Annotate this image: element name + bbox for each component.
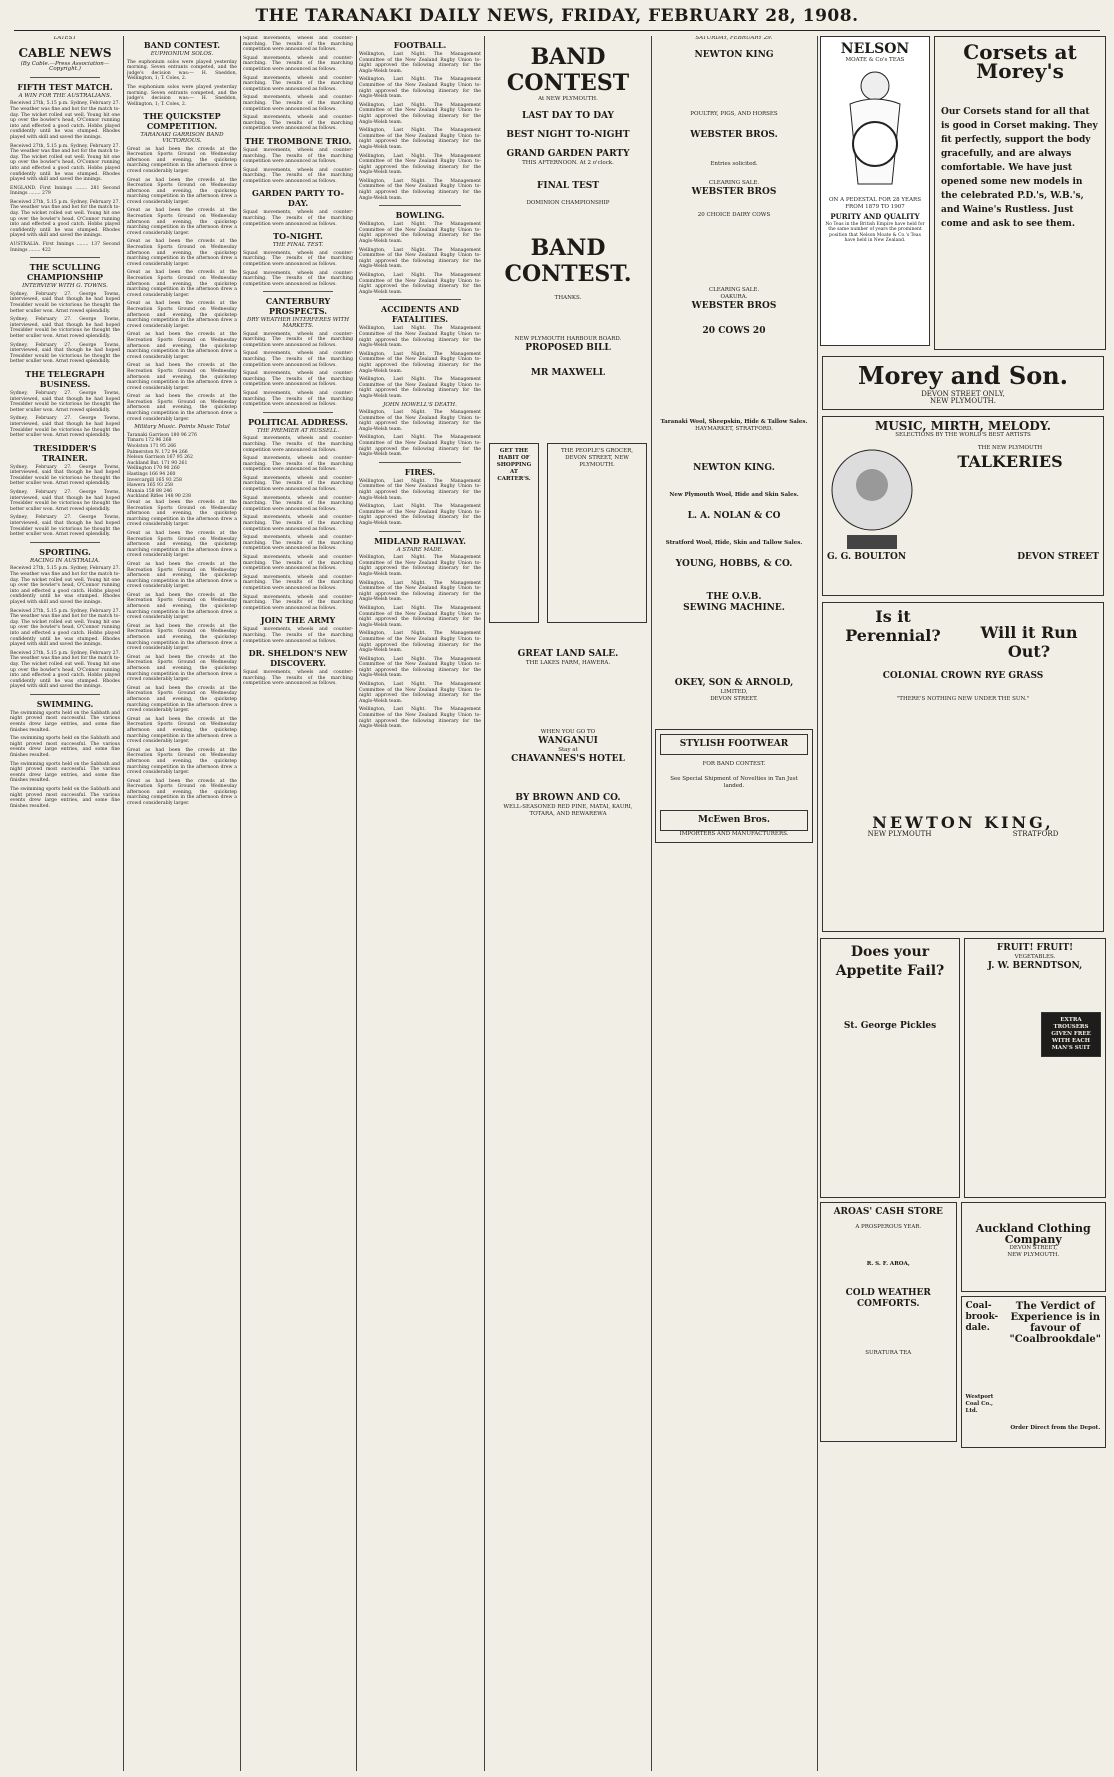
ad-title: COLONIAL CROWN RYE GRASS [882,671,1044,681]
ad-text: CLEARING SALE. [708,179,760,186]
ad-title: Coal-brook-dale. [965,1301,999,1333]
article-text: Wellington, Last Night. The Management Committee of the New Zealand Rugby Union to-night approved the following itinerary for the Anglo-Welsh team. [359,102,481,125]
article-text: Squad movements, wheels and counter-marching. The results of the marching competition were announced as follows. [243,574,353,591]
article-text: Great as had been the crowds at the Recreation Sports Ground on Wednesday afternoon and evening, the quickstep marching competition in the afternoon drew a crowd considerably larger. [127,685,237,714]
article-text: Squad movements, wheels and counter-marching. The results of the marching competition were announced as follows. [243,115,353,132]
table-row: Wellington 170 90 260 [127,466,180,472]
ad-text: CLEARING SALE. [708,286,760,293]
ad-text: MOATE & Co's TEAS [845,57,905,63]
article-text: Sydney, February 27. George Towns, interviewed, said that though he had hoped Tresidder would be victorious he thought the better sculler won. Arnst rowed splendidly. [10,317,120,339]
ad-title: GREAT LAND SALE. [517,649,619,659]
ad-text: A PROSPEROUS YEAR. [855,1224,922,1230]
ad-title: SEWING MACHINE. [683,602,785,613]
timber-ad [489,789,647,822]
ad-title: WEBSTER BROS [691,300,777,311]
article-text: Great as had been the crowds at the Recreation Sports Ground on Wednesday afternoon and evening, the quickstep marching competition in the afternoon drew a crowd considerably larger. [127,592,237,621]
chavannes-hotel-ad [489,725,647,769]
coal-main [1010,1301,1101,1443]
talkeries-footer [827,552,1099,562]
article-text: Squad movements, wheels and counter-marching. The results of the marching competition were announced as follows. [243,270,353,287]
ad-text: Our Corsets stand for all that is good in Corset making. They fit perfectly, support the body gracefully, and are always comfortable. We have just opened some new models in the celebrated P.D.'s, W.B.'s, and Waine's Rustless. Just come and ask to see them. [941,107,1098,229]
ad-text: New Plymouth Wool, Hide and Skin Sales. [669,491,799,498]
test-match-subhead: A WIN FOR THE AUSTRALIANS. [18,92,112,99]
ad-title: NEWTON KING [694,49,774,60]
article-text: Squad movements, wheels and counter-marching. The results of the marching competition were announced as follows. [243,535,353,552]
sculling-heading: THE SCULLING CHAMPIONSHIP [26,262,104,283]
carters-ad-row [487,439,649,627]
quickstep-subhead: TARANAKI GARRISON BAND VICTORIOUS. [140,132,224,144]
article-text: Sydney, February 27. George Towns, interviewed, said that though he had hoped Tresidder would be victorious he thought the better sculler won. Arnst rowed splendidly. [10,490,120,512]
article-text: The swimming sports held on the Sabbath and night proved most successful. The various events drew large entries, and some fine finishes resulted. [10,787,120,809]
article-text: Wellington, Last Night. The Management Committee of the New Zealand Rugby Union to-night approved the following itinerary for the Anglo-Welsh team. [359,222,481,245]
aroa-cash-store-ad [820,1202,957,1442]
ad-title: Auckland Clothing Company [975,1222,1091,1246]
ad-text: 20 CHOICE DAIRY COWS [697,211,771,218]
column-rule [484,36,485,1771]
article-text: Wellington, Last Night. The Management Committee of the New Zealand Rugby Union to-night approved the following itinerary for the Anglo-Welsh team. [359,410,481,432]
ad-title: Is it Perennial? [845,607,941,645]
article-text: Great as had been the crowds at the Recreation Sports Ground on Wednesday afternoon and evening, the quickstep marching competition in the afternoon drew a crowd considerably larger. [127,239,237,267]
sculling-subhead: INTERVIEW WITH G. TOWNS. [22,283,108,290]
column-ads-7 [820,36,1106,1771]
divider [379,531,461,532]
article-text: Great as had been the crowds at the Recreation Sports Ground on Wednesday afternoon and evening, the quickstep marching competition in the afternoon drew a crowd considerably larger. [127,363,237,391]
ad-title: MUSIC, MIRTH, MELODY. [875,419,1051,433]
article-text: Squad movements, wheels and counter-marching. The results of the marching competition were announced as follows. [243,95,353,112]
article-text: Squad movements, wheels and counter-marching. The results of the marching competition were announced as follows. [243,210,353,227]
article-text: Wellington, Last Night. The Management Committee of the New Zealand Rugby Union to-night approved the following itinerary for the Anglo-Welsh team. [359,478,481,501]
article-text: Squad movements, wheels and counter-marching. The results of the marching competition were announced as follows. [243,371,353,388]
carters-ad [489,443,539,623]
results-table-head: Military Music. Points Music Total [134,424,230,431]
lower-right-ads [961,1202,1106,1448]
quickstep-heading: THE QUICKSTEP COMPETITION. [143,111,221,132]
oakura-clearing-sale-ad [655,283,813,341]
ad-text: DEVON STREET, [1009,1245,1058,1251]
join-army-heading: JOIN THE ARMY [260,615,336,626]
ad-text: THIS AFTERNOON. At 2 o'clock. [522,160,614,166]
article-text: Wellington, Last Night. The Management Committee of the New Zealand Rugby Union to-night approved the following itinerary for the Anglo-Welsh team. [359,326,481,349]
column-news-4 [359,36,481,1771]
political-subhead: THE PREMIER AT RUSSELL. [256,427,340,434]
canterbury-heading: CANTERBURY PROSPECTS. [265,296,331,317]
article-text: Great as had been the crowds at the Recreation Sports Ground on Wednesday afternoon and evening, the quickstep marching competition in the afternoon drew a crowd considerably larger. [127,499,237,528]
ad-text: Stratford Wool, Hide, Skin and Tallow Sales. [665,539,803,546]
article-text: Squad movements, wheels and counter-marching. The results of the marching competition were announced as follows. [243,475,353,493]
article-text: Squad movements, wheels and counter-marching. The results of the marching competition were announced as follows. [243,75,353,92]
article-text: Sydney, February 27. George Towns, interviewed, said that though he had hoped Tresidder would be victorious he thought the better sculler won. Arnst rowed splendidly. [10,515,120,538]
telegraph-heading: THE TELEGRAPH BUSINESS. [25,368,105,389]
middle-ad-row [820,938,1106,1198]
ad-text: Stay at [558,747,578,753]
ad-text: ON A PEDESTAL FOR 28 YEARS FROM 1879 TO 1907 [829,196,921,210]
ad-title: The Verdict of Experience is in favour of "Coalbrookdale" [1009,1301,1102,1345]
divider [379,205,461,206]
garden-party-heading: GARDEN PARTY TO-DAY. [252,188,344,209]
table-row: Auckland Rifles 148 90 238 [127,494,192,500]
ad-text: PURITY AND QUALITY [830,211,920,221]
ad-title: THE O.V.B. [706,591,762,602]
table-row: Invercargill 165 93 258 [127,477,182,483]
okey-son-arnold-ad [655,674,813,707]
table-row: Hawera 165 93 258 [127,483,174,489]
sporting-subhead: RACING IN AUSTRALIA. [30,557,100,564]
table-row: Taranaki Garrison 180 96 276 [127,432,197,438]
ad-text: BEST NIGHT TO-NIGHT [506,130,630,140]
credit: (By Cable.—Press Association—Copyright.) [20,60,110,73]
ad-text: THE PEOPLE'S GROCER, DEVON STREET, NEW PLYMOUTH. [560,448,633,468]
divider [263,412,333,413]
article-text: Great as had been the crowds at the Recreation Sports Ground on Wednesday afternoon and evening, the quickstep marching competition in the afternoon drew a crowd considerably larger. [127,623,237,652]
ad-title: TALKERIES [957,452,1063,471]
ad-title: Corsets at Morey's [963,40,1077,83]
ad-title: J. W. BERNDTSON, [987,961,1083,971]
ad-title: NEWTON KING. [693,462,775,473]
ad-title: CONTEST. [504,261,632,287]
article-text: Sydney, February 27. George Towns, interviewed, said that though he had hoped Tresidder would be victorious he thought the better sculler won. Arnst rowed splendidly. [10,464,120,487]
article-text: Great as had been the crowds at the Recreation Sports Ground on Wednesday afternoon and evening, the quickstep marching competition in the afternoon drew a crowd considerably larger. [127,177,237,205]
article-text: Wellington, Last Night. The Management Committee of the New Zealand Rugby Union to-night approved the following itinerary for the Anglo-Welsh team. [359,247,481,270]
peoples-grocer-ad [547,443,647,623]
table-row: Timaru 172 96 268 [127,438,172,444]
coalbrookdale-ad [961,1296,1106,1448]
article-text: Squad movements, wheels and counter-marching. The results of the marching competition were announced as follows. [243,456,353,473]
ad-text: DEVON STREET ONLY, [921,390,1005,398]
band-contest-thanks-ad [489,231,647,306]
column-rule [123,36,124,1771]
ad-text: No Teas in the British Empire have held for the same number of years the prominent position that Nelson Moate & Co.'s Teas have held in New Zealand. [825,221,925,244]
article-text: Received 27th, 5.15 p.m. Sydney, February 27. The weather was fine and hot for the match to-day. The wicket rolled out well. Young hit one up over the bowler's head, O'Connor running into and effected a good catch. Hobbs played confidently until he was stumped. Rhodes played with skill and saved the innings. [10,199,120,239]
divider [30,694,100,695]
column-rule [356,36,357,1771]
article-text: The swimming sports held on the Sabbath and night proved most successful. The various events drew large entries, and some fine finishes resulted. [10,710,120,733]
corsets-ad [934,36,1106,350]
cable-news-heading: CABLE NEWS [18,45,112,60]
article-text: The swimming sports held on the Sabbath and night proved most successful. The various events drew large entries, and some fine finishes resulted. [10,761,120,784]
trainer-heading: TRESIDDER'S TRAINER. [33,442,97,463]
berndtson-ad [964,938,1106,1198]
article-text: Sydney, February 27. George Towns, interviewed, said that though he had hoped Tresidder would be victorious he thought the better sculler won. Arnst rowed splendidly. [10,342,120,365]
article-text: Great as had been the crowds at the Recreation Sports Ground on Wednesday afternoon and evening, the quickstep marching competition in the afternoon drew a crowd considerably larger. [127,654,237,683]
ad-text: GET THE HABIT OF SHOPPING AT CARTER'S. [496,448,532,482]
article-text: Received 27th, 5.15 p.m. Sydney, February 27. The weather was fine and hot for the match to-day. The wicket rolled out well. Young hit one up over the bowler's head, O'Connor running into and effected a good catch. Hobbs played confidently until he was stumped. Rhodes played with skill and saved the innings. [10,650,120,690]
column-band-contest [127,36,237,1771]
divider [30,77,100,78]
article-text: Wellington, Last Night. The Management Committee of the New Zealand Rugby Union to-night approved the following itinerary for the Anglo-Welsh team. [359,435,481,458]
talkeries-ad [822,416,1104,596]
table-row: Hastings 166 94 260 [127,472,176,477]
article-text: Wellington, Last Night. The Management Committee of the New Zealand Rugby Union to-night approved the following itinerary for the Anglo-Welsh team. [359,52,481,74]
newton-king-sale-ad [655,46,813,122]
article-text: Great as had been the crowds at the Recreation Sports Ground on Wednesday afternoon and evening, the quickstep marching competition in the afternoon drew a crowd considerably larger. [127,716,237,745]
ad-text: POULTRY, PIGS, AND HORSES [690,110,778,117]
ad-text: OAKURA. [720,293,748,300]
ad-text: SURATURA TEA [865,1350,912,1356]
tonight-heading: TO-NIGHT. [273,231,323,242]
ad-text: STRATFORD [1012,830,1059,838]
final-test-subhead: THE FINAL TEST. [272,242,324,249]
ad-text: WHEN YOU GO TO [540,729,596,735]
ad-text: FOR BAND CONTEST. [702,760,766,767]
ad-title: CHAVANNES'S HOTEL [511,754,625,764]
article-text: Wellington, Last Night. The Management Committee of the New Zealand Rugby Union to-night approved the following itinerary for the Anglo-Welsh team. [359,128,481,150]
article-text: Great as had been the crowds at the Recreation Sports Ground on Wednesday afternoon and evening, the quickstep marching competition in the afternoon drew a crowd considerably larger. [127,747,237,776]
article-text: Sydney, February 27. George Towns, interviewed, said that though he had hoped Tresidder would be victorious he thought the better sculler won. Arnst rowed splendidly. [10,416,120,439]
accidents-heading: ACCIDENTS AND FATALITIES. [380,304,459,325]
article-text: Wellington, Last Night. The Management Committee of the New Zealand Rugby Union to-night approved the following itinerary for the Anglo-Welsh team. [359,605,481,628]
article-text: Squad movements, wheels and counter-marching. The results of the marching competition were announced as follows. [243,147,353,165]
sheldon-heading: DR. SHELDON'S NEW DISCOVERY. [248,648,348,669]
swimming-heading: SWIMMING. [36,698,94,709]
article-text: Squad movements, wheels and counter-marching. The results of the marching competition were announced as follows. [243,36,353,53]
land-sale-ad [489,645,647,671]
article-text: Squad movements, wheels and counter-marching. The results of the marching competition were announced as follows. [243,594,353,611]
ad-title: Does your Appetite Fail? [835,944,945,979]
divider [30,257,100,258]
article-text: Great as had been the crowds at the Recreation Sports Ground on Wednesday afternoon and evening, the quickstep marching competition in the afternoon drew a crowd considerably larger. [127,301,237,329]
political-heading: POLITICAL ADDRESS. [248,416,348,427]
ad-text: At NEW PLYMOUTH. [538,96,598,102]
table-row: Auckland Bat. 171 90 261 [127,460,188,466]
divider [30,542,100,543]
ad-text: THANKS. [554,295,582,301]
mcewen-footwear-ad [655,729,813,843]
ad-title: FRUIT! FRUIT! [996,943,1074,953]
article-text: Wellington, Last Night. The Management Committee of the New Zealand Rugby Union to-night approved the following itinerary for the Anglo-Welsh team. [359,77,481,100]
rye-grass-ad [822,602,1104,932]
article-text: Squad movements, wheels and counter-marching. The results of the marching competition were announced as follows. [243,390,353,408]
ad-title: CONTEST [506,70,630,96]
ad-title: BAND [530,44,606,70]
ad-text: DEVON STREET. [710,695,758,702]
article-text: Wellington, Last Night. The Management Committee of the New Zealand Rugby Union to-night approved the following itinerary for the Anglo-Welsh team. [359,707,481,730]
ad-text: EXTRA TROUSERS GIVEN FREE WITH EACH MAN'S SUIT [1051,1017,1091,1051]
ad-title: WANGANUI [538,736,598,746]
article-text: Wellington, Last Night. The Management Committee of the New Zealand Rugby Union to-night approved the following itinerary for the Anglo-Welsh team. [359,273,481,295]
edison-phonograph-icon [827,445,917,555]
wool-sales-ad [655,415,813,478]
ad-text: LIMITED, [720,688,748,695]
article-text: Wellington, Last Night. The Management Committee of the New Zealand Rugby Union to-night approved the following itinerary for the Anglo-Welsh team. [359,504,481,526]
ad-title: NELSON [840,41,910,57]
table-row: Manaia 158 88 246 [127,488,173,494]
article-text: Squad movements, wheels and counter-marching. The results of the marching competition were announced as follows. [243,55,353,72]
grass-headline [827,607,1099,661]
euphonium-subhead: EUPHONIUM SOLOS. [150,51,214,57]
column-rule [240,36,241,1771]
harbour-board-ad [489,332,647,383]
talkeries-body [827,445,1099,555]
bowling-heading: BOWLING. [395,210,445,221]
ad-title: Will it Run Out? [980,623,1078,661]
article-text: Wellington, Last Night. The Management Committee of the New Zealand Rugby Union to-night approved the following itinerary for the Anglo-Welsh team. [359,656,481,679]
ad-title: McEwen Bros. [660,810,808,831]
ad-title: BY BROWN AND CO. [515,793,621,803]
article-text: Wellington, Last Night. The Management Committee of the New Zealand Rugby Union to-night approved the following itinerary for the Anglo-Welsh team. [359,555,481,577]
band-contest-heading: BAND CONTEST. [143,40,221,50]
article-text: Wellington, Last Night. The Management Committee of the New Zealand Rugby Union to-night approved the following itinerary for the Anglo-Welsh team. [359,377,481,399]
table-row: Woolston 171 95 266 [127,444,177,450]
midland-subhead: A STARE MADE. [396,546,444,553]
article-text: Received 27th, 5.15 p.m. Sydney, February 27. The weather was fine and hot for the match to-day. The wicket rolled out well. Young hit one up over the bowler's head, O'Connor running into and effected a good catch. Hobbs played confidently until he was stumped. Rhodes played with skill and saved the innings. [10,101,120,140]
article-text: Great as had been the crowds at the Recreation Sports Ground on Wednesday afternoon and evening, the quickstep marching competition in the afternoon drew a crowd considerably larger. [127,332,237,360]
ad-title: St. George Pickles [843,1021,937,1031]
ad-title: WEBSTER BROS. [690,129,778,140]
ad-text: Order Direct from the Depot. [1010,1425,1101,1431]
column-ads-5 [487,36,649,1771]
ad-text: SELECTIONS BY THE WORLD'S BEST ARTISTS [895,432,1031,438]
fires-heading: FIRES. [404,466,436,477]
masthead-rule [14,30,1100,31]
article-text: Squad movements, wheels and counter-marching. The results of the marching competition were announced as follows. [243,250,353,268]
ad-title: YOUNG, HOBBS, & CO. [675,558,793,569]
ad-text: G. G. BOULTON [827,552,907,562]
ad-text: NEW PLYMOUTH [867,830,932,838]
football-heading: FOOTBALL. [393,40,447,50]
table-row: Nelson Garrison 167 95 262 [127,455,193,461]
test-match-heading: FIFTH TEST MATCH. [17,81,113,92]
stratford-wool-ad [655,536,813,574]
article-text: Squad movements, wheels and counter-marching. The results of the marching competition were announced as follows. [243,436,353,453]
ad-title: Morey and Son. [857,361,1069,390]
article-text: Received 27th, 5.15 p.m. Sydney, February 27. The weather was fine and hot for the match to-day. The wicket rolled out well. Young hit one up over the bowler's head, O'Connor running into and effected a good catch. Hobbs played confidently until he was stumped. Rhodes played with skill and saved the innings. [10,143,120,183]
ad-text: Westport Coal Co., Ltd. [965,1394,994,1414]
article-text: Squad movements, wheels and counter-marching. The results of the marching competition were announced as follows. [243,555,353,572]
article-text: The euphonium solos were played yesterday morning. Seven entrants competed, and the judge's decision was:— H. Sneddon, Wellington, 1; T. Coles, 2. [127,84,237,107]
article-text: Wellington, Last Night. The Management Committee of the New Zealand Rugby Union to-night approved the following itinerary for the Anglo-Welsh team. [359,351,481,374]
column-news-3 [243,36,353,1771]
divider [263,291,333,292]
score-australia: AUSTRALIA. First Innings ........ 137 Second Innings ........ 422 [10,242,120,253]
ad-text: "THERE'S NOTHING NEW UNDER THE SUN." [896,696,1030,702]
trombone-heading: THE TROMBONE TRIO. [244,135,352,146]
article-text: Great as had been the crowds at the Recreation Sports Ground on Wednesday afternoon and evening, the quickstep marching competition in the afternoon drew a crowd considerably larger. [127,146,237,174]
ad-title: NEWTON KING, [872,813,1054,832]
nelson-moate-teas-ad [820,36,930,346]
article-text: Squad movements, wheels and counter-marching. The results of the marching competition were announced as follows. [243,331,353,348]
ad-text: Taranaki Wool, Sheepskin, Hide & Tallow Sales. [660,418,808,425]
kicker: LATEST [53,36,77,41]
trousers-badge [1041,1012,1101,1057]
ad-text: THE NEW PLYMOUTH [977,445,1043,451]
ad-title: L. A. NOLAN & CO [687,510,781,521]
ad-text: WELL-SEASONED RED PINE, MATAI, KAURI, TOTARA, AND REWAREWA [503,804,633,817]
ad-text: FINAL TEST [536,181,600,191]
nk-locations [827,832,1099,838]
howell-subhead: JOHN HOWELL'S DEATH. [383,401,457,408]
ad-text: DEVON STREET [1017,552,1099,562]
results-table [127,433,237,500]
masthead: THE TARANAKI DAILY NEWS, FRIDAY, FEBRUARY 28, 1908. [255,6,859,26]
article-text: Great as had been the crowds at the Recreation Sports Ground on Wednesday afternoon and evening, the quickstep marching competition in the afternoon drew a crowd considerably larger. [127,270,237,298]
article-text: Squad movements, wheels and counter-marching. The results of the marching competition were announced as follows. [243,627,353,644]
sporting-heading: SPORTING. [39,546,91,557]
ad-title: PROPOSED BILL [525,343,611,353]
article-text: Great as had been the crowds at the Recreation Sports Ground on Wednesday afternoon and evening, the quickstep marching competition in the afternoon drew a crowd considerably larger. [127,561,237,590]
article-text: Great as had been the crowds at the Recreation Sports Ground on Wednesday afternoon and evening, the quickstep marching competition in the afternoon drew a crowd considerably larger. [127,778,237,807]
article-text: Wellington, Last Night. The Management Committee of the New Zealand Rugby Union to-night approved the following itinerary for the Anglo-Welsh team. [359,631,481,654]
ad-title: COLD WEATHER COMFORTS. [845,1288,931,1309]
ad-text: DOMINION CHAMPIONSHIP [526,200,610,206]
column-ads-6 [653,36,815,1771]
ad-text: HAYMARKET, STRATFORD. [695,425,773,432]
sewing-machine-ad [655,588,813,618]
article-text: Squad movements, wheels and counter-marching. The results of the marching competition were announced as follows. [243,515,353,532]
divider [379,299,461,300]
article-text: Wellington, Last Night. The Management Committee of the New Zealand Rugby Union to-night approved the following itinerary for the Anglo-Welsh team. [359,682,481,704]
column-cable-news [10,36,120,1771]
article-text: Sydney, February 27. George Towns, interviewed, said that though he had hoped Tresidder would be victorious he thought the better sculler won. Arnst rowed splendidly. [10,291,120,314]
ad-title: MR MAXWELL [530,368,606,378]
article-text: Received 27th, 5.15 p.m. Sydney, February 27. The weather was fine and hot for the match to-day. The wicket rolled out well. Young hit one up over the bowler's head, O'Connor running into and effected a good catch. Hobbs played confidently until he was stumped. Rhodes played with skill and saved the innings. [10,608,120,648]
ad-text: VEGETABLES. [1014,954,1056,960]
column-rule [651,36,652,1771]
pickles-ad [820,938,960,1198]
article-text: Wellington, Last Night. The Management Committee of the New Zealand Rugby Union to-night approved the following itinerary for the Anglo-Welsh team. [359,580,481,603]
column-rule [817,36,818,1771]
article-text: Squad movements, wheels and counter-marching. The results of the marching competition were announced as follows. [243,167,353,184]
article-text: Squad movements, wheels and counter-marching. The results of the marching competition were announced as follows. [243,670,353,687]
ad-text: Entries solicited. [710,160,758,167]
score-england: ENGLAND. First Innings ........ 281 Second Innings ........ 279 [10,185,120,197]
band-contest-ad [489,40,647,211]
woman-illustration-icon [830,64,920,194]
coal-side [966,1301,1006,1443]
ad-title: OKEY, SON & ARNOLD, [674,677,794,688]
ad-title: AROAS' CASH STORE [833,1207,943,1217]
top-ad-row [820,36,1106,350]
canterbury-subhead: DRY WEATHER INTERFERES WITH MARKETS. [246,317,350,329]
webster-bros-ad [655,126,813,172]
article-text: Great as had been the crowds at the Recreation Sports Ground on Wednesday afternoon and evening, the quickstep marching competition in the afternoon drew a crowd considerably larger. [127,394,237,422]
ad-text: R. S. F. AROA, [866,1261,910,1267]
article-text: Great as had been the crowds at the Recreation Sports Ground on Wednesday afternoon and evening, the quickstep marching competition in the afternoon drew a crowd considerably larger. [127,208,237,236]
ad-text: THE LAKES FARM, HAWERA. [525,660,611,666]
article-text: Wellington, Last Night. The Management Committee of the New Zealand Rugby Union to-night approved the following itinerary for the Anglo-Welsh team. [359,153,481,176]
article-text: Great as had been the crowds at the Recreation Sports Ground on Wednesday afternoon and evening, the quickstep marching competition in the afternoon drew a crowd considerably larger. [127,530,237,559]
ad-text: NEW PLYMOUTH. [930,397,996,405]
article-text: The euphonium solos were played yesterday morning. Seven entrants competed, and the judge's decision was:— H. Sneddon, Wellington, 1; T. Coles, 2. [127,59,237,82]
ad-text: See Special Shipment of Novelties in Tan Just landed. [670,775,798,789]
ad-title: BAND [530,235,606,261]
article-text: Squad movements, wheels and counter-marching. The results of the marching competition were announced as follows. [243,351,353,368]
divider [379,462,461,463]
article-text: Received 27th, 5.15 p.m. Sydney, February 27. The weather was fine and hot for the match to-day. The wicket rolled out well. Young hit one up over the bowler's head, O'Connor running into and effected a good catch. Hobbs played confidently until he was stumped. Rhodes played with skill and saved the innings. [10,566,120,605]
article-text: Wellington, Last Night. The Management Committee of the New Zealand Rugby Union to-night approved the following itinerary for the Anglo-Welsh team. [359,178,481,201]
talkeries-text [921,445,1099,555]
ad-text: NEW PLYMOUTH. [1007,1252,1060,1258]
article-text: Sydney, February 27. George Towns, interviewed, said that though he had hoped Tresidder would be victorious he thought the better sculler won. Arnst rowed splendidly. [10,390,120,413]
table-row: Palmerston N. 172 94 266 [127,449,188,455]
ad-title: 20 COWS 20 [702,325,766,336]
morey-and-son-ad [822,356,1104,410]
nolan-wool-ad [655,488,813,526]
article-text: The swimming sports held on the Sabbath and night proved most successful. The various events drew large entries, and some fine finishes resulted. [10,736,120,759]
sale-date: SATURDAY, FEBRUARY 29. [695,36,773,41]
ad-title: STYLISH FOOTWEAR [660,734,808,755]
auckland-clothing-ad [961,1202,1106,1292]
clearing-sale-ad [655,176,813,223]
ad-text: NEW PLYMOUTH HARBOUR BOARD. [514,336,622,342]
ad-text: LAST DAY TO DAY [522,111,614,121]
ad-text: GRAND GARDEN PARTY [506,149,630,159]
article-text: Squad movements, wheels and counter-marching. The results of the marching competition were announced as follows. [243,495,353,512]
ad-title: WEBSTER BROS [691,186,777,197]
midland-heading: MIDLAND RAILWAY. [374,535,466,546]
lower-ad-row [820,1202,1106,1448]
ad-text: IMPORTERS AND MANUFACTURERS. [679,830,789,837]
